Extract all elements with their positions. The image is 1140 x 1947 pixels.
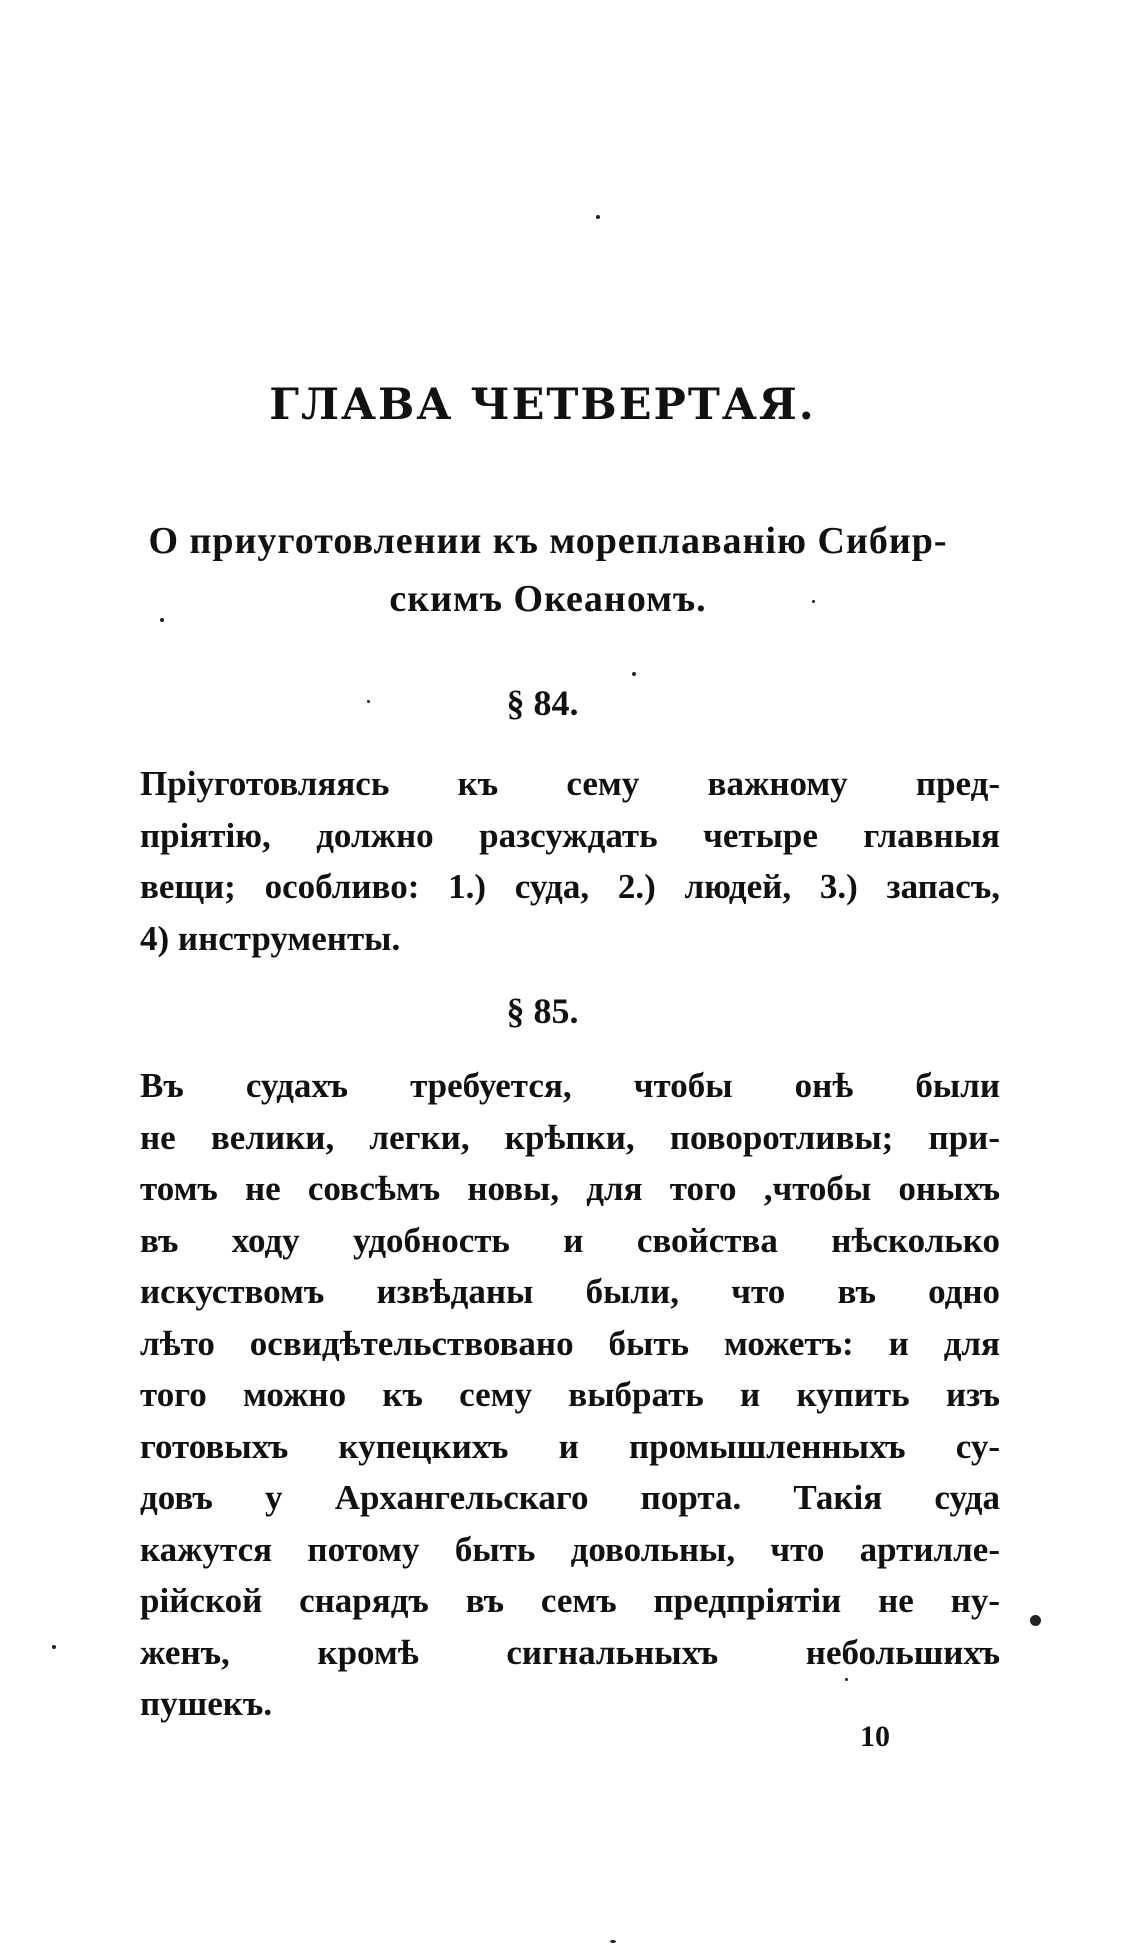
paragraph-84 [140,758,1000,964]
scan-speck [812,600,815,603]
scan-speck [160,618,164,622]
text-line: рійской снарядъ въ семъ предпріятіи не ну- [140,1581,1000,1620]
text-line: кажутся потому быть довольны, что артилле- [140,1529,1000,1569]
chapter-subtitle-line: скимъ Океаномъ. [389,578,707,620]
scan-speck [367,700,370,703]
scan-speck [52,1645,56,1649]
text-line: не велики, легки, крѣпки, поворотливы; при- [140,1117,1000,1157]
text-line: пріятію, должно разсуждать четыре главныя [140,815,1000,855]
text-line: пушекъ. [140,1684,273,1723]
text-line: томъ не совсѣмъ новы, для того ,чтобы оныхъ [140,1169,1000,1208]
text-line: довъ у Архангельскаго порта. Такія суда [140,1478,1000,1517]
scan-speck [845,1678,848,1681]
text-line: лѣто освидѣтельствовано быть можетъ: и для [140,1323,1000,1363]
chapter-subtitle-line: О приуготовлении къ мореплаванію Сибир- [148,520,948,562]
chapter-title: ГЛАВА ЧЕТВЕРТАЯ. [269,380,816,430]
text-line: въ ходу удобность и свойства нѣсколько [140,1220,1000,1260]
scan-speck [632,672,636,676]
text-line: вещи; особливо: 1.) суда, 2.) людей, 3.) запасъ, [140,867,1000,906]
text-line: 4) инструменты. [140,918,401,958]
section-mark-85: § 85. [506,991,579,1031]
scan-speck [610,1940,616,1943]
text-line: женъ, кромѣ сигнальныхъ небольшихъ [140,1632,1000,1672]
text-line: Въ судахъ требуется, чтобы онѣ были [140,1066,1000,1105]
text-line: готовыхъ купецкихъ и промышленныхъ су- [140,1426,1000,1466]
text-line: Пріуготовляясь къ сему важному пред- [140,764,1000,803]
scan-speck [1030,1615,1041,1626]
text-line: искуствомъ извѣданы были, что въ одно [140,1272,1000,1311]
text-line: того можно къ сему выбрать и купить изъ [140,1375,1000,1414]
page-number: 10 [860,1720,890,1753]
section-mark-84: § 84. [506,683,579,723]
paragraph-85 [140,1060,1000,1730]
scan-speck [596,215,600,219]
chapter-subtitle [88,512,1008,628]
